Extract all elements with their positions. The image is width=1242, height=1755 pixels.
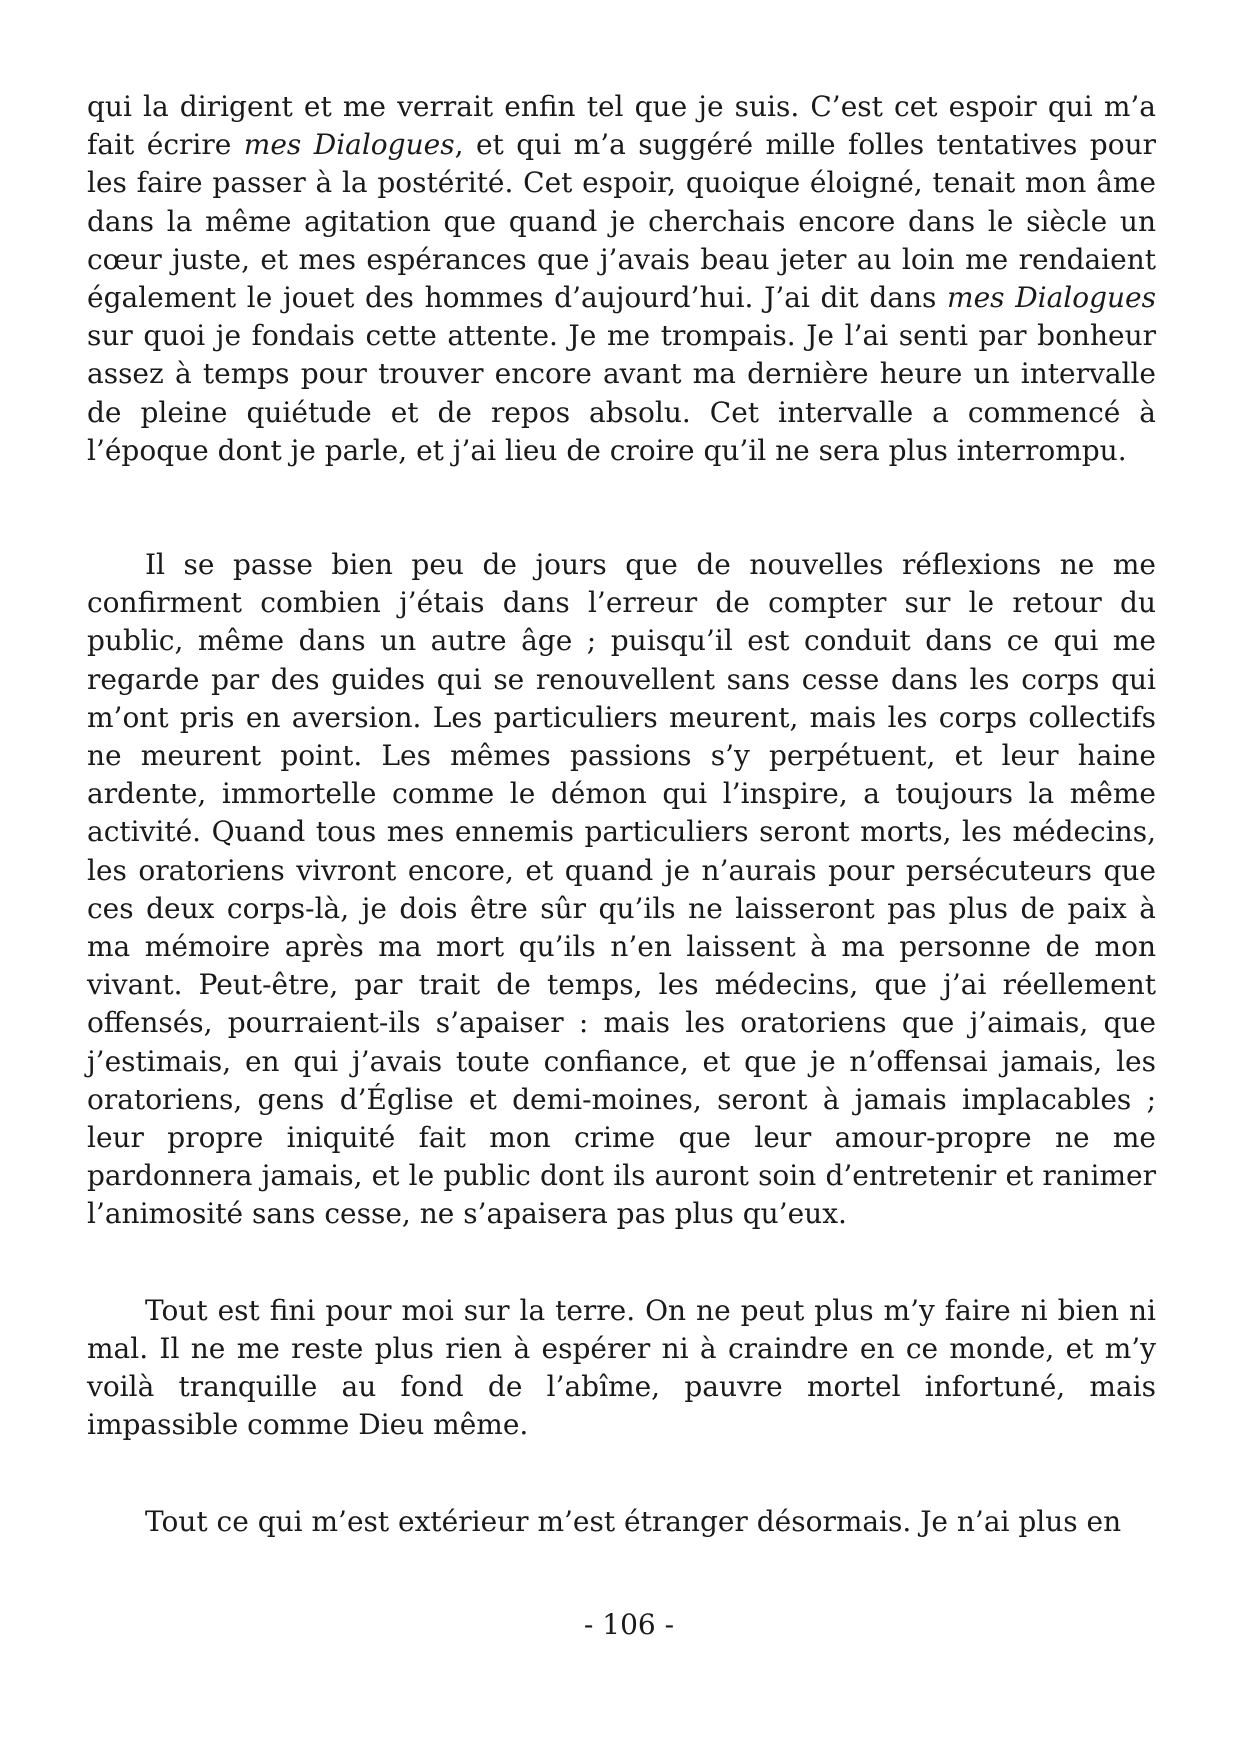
paragraph-3	[87, 1292, 1156, 1445]
paragraph-2	[87, 546, 1156, 1234]
text-segment: sur quoi je fondais cette attente. Je me trompais. Je l’ai senti par bonheur assez à temps pour trouver encore avant ma dernière heure un intervalle de pleine quiétude et de repos absolu. Cet intervalle a commencé à l’époque dont je parle, et j’ai lieu de croire qu’il ne sera plus interrompu.	[87, 319, 1156, 467]
page-number: - 106 -	[583, 1608, 675, 1641]
page-body	[87, 88, 1156, 1541]
text-segment: , et qui m’a suggéré mille folles tentatives pour les faire passer à la postérité. Cet espoir, quoique éloigné, tenait mon âme dans la même agitation que quand je cherchais encore dans le siècle un cœur juste, et mes espérances que j’avais beau jeter au loin me rendaient également le jouet des hommes d’aujourd’hui. J’ai dit dans	[87, 128, 1156, 315]
text-segment: qui la dirigent et me verrait enfin tel que je suis. C’est cet espoir qui m’a fait écrire	[87, 90, 1156, 162]
book-title-italic: mes Dialogues	[243, 128, 455, 162]
paragraph-1	[87, 88, 1156, 470]
paragraph-4	[87, 1503, 1156, 1541]
text-segment: Tout ce qui m’est extérieur m’est étranger désormais. Je n’ai plus en	[145, 1504, 1122, 1538]
text-segment: Tout est fini pour moi sur la terre. On ne peut plus m’y faire ni bien ni mal. Il ne me reste plus rien à espérer ni à craindre en ce monde, et m’y voilà tranquille au fond de l’abîme, pauvre mortel infortuné, mais impassible comme Dieu même.	[87, 1293, 1156, 1442]
book-title-italic: mes Dialogues	[947, 281, 1156, 315]
text-segment: Il se passe bien peu de jours que de nouvelles réflexions ne me confirment combien j’étais dans l’erreur de compter sur le retour du public, même dans un autre âge ; puisqu’il est conduit dans ce qui me regarde par des guides qui se renouvellent sans cesse dans les corps qui m’ont pris en aversion. Les particuliers meurent, mais les corps collectifs ne meurent point. Les mêmes passions s’y perpétuent, et leur haine ardente, immortelle comme le démon qui l’inspire, a toujours la même activité. Quand tous mes ennemis particuliers seront morts, les médecins, les oratoriens vivront encore, et quand je n’aurais pour persécuteurs que ces deux corps-là, je dois être sûr qu’ils ne laisseront pas plus de paix à ma mémoire après ma mort qu’ils n’en laissent à ma personne de mon vivant. Peut-être, par trait de temps, les médecins, que j’ai réellement offensés, pourraient-ils s’apaiser : mais les oratoriens que j’aimais, que j’estimais, en qui j’avais toute confiance, et que je n’offensai jamais, les oratoriens, gens d’Église et demi-moines, seront à jamais implacables ; leur propre iniquité fait mon crime que leur amour-propre ne me pardonnera jamais, et le public dont ils auront soin d’entretenir et ranimer l’animosité sans cesse, ne s’apaisera pas plus qu’eux.	[87, 548, 1156, 1231]
